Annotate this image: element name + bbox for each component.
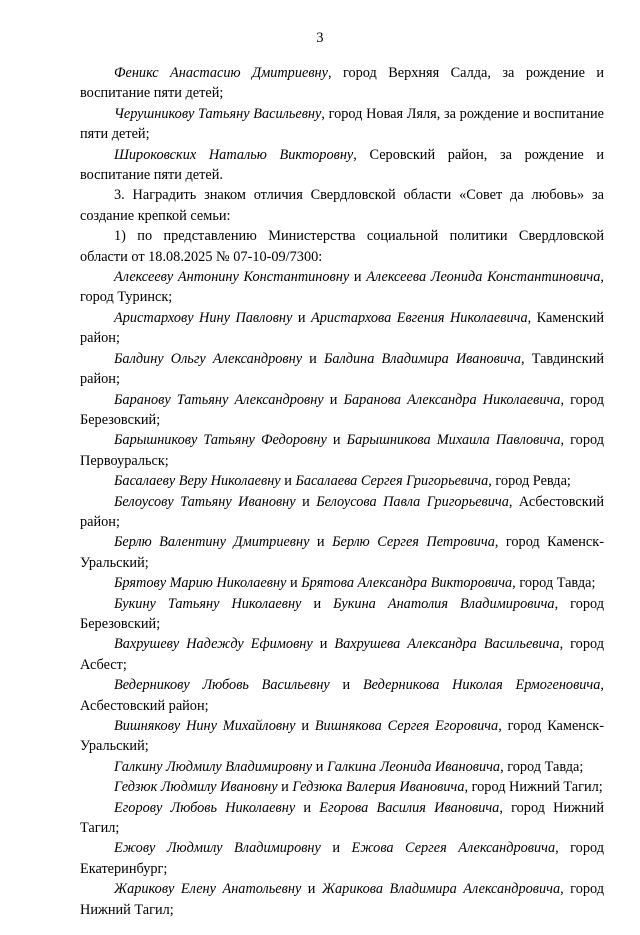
person-name-husband: Балдина Владимира Ивановича (323, 350, 522, 367)
conjunction: и (302, 350, 324, 367)
conjunction: и (292, 309, 311, 326)
conjunction: и (277, 779, 293, 796)
person-name-wife: Аристархову Нину Павловну (114, 309, 293, 326)
person-name-wife: Гедзюк Людмилу Ивановну (114, 779, 278, 796)
couple-entry (80, 471, 604, 491)
couple-entry (80, 716, 604, 757)
conjunction: и (295, 799, 320, 816)
person-name-husband: Ежова Сергея Александровича (351, 840, 556, 857)
person-name-wife: Баранову Татьяну Александровну (114, 391, 324, 408)
document-body (0, 63, 640, 920)
page-number: 3 (316, 30, 324, 46)
person-name: Широковских Наталью Викторовну (114, 146, 354, 163)
entry-location: , город Нижний Тагил; (80, 799, 604, 837)
couple-entry (80, 308, 604, 349)
person-name: Феникс Анастасию Дмитриевну (114, 65, 328, 81)
person-name-husband: Басалаева Сергея Григорьевича (295, 473, 489, 490)
conjunction: и (320, 840, 352, 857)
conjunction: и (301, 881, 322, 898)
couple-entry (80, 492, 604, 533)
entry-location: , город Березовский; (80, 595, 605, 632)
person-name-husband: Белоусова Павла Григорьевича (316, 493, 509, 510)
entry-location: , город Нижний Тагил; (80, 881, 605, 918)
couple-entry (80, 349, 604, 390)
person-name-wife: Белоусову Татьяну Ивановну (114, 493, 296, 510)
couple-entry (80, 798, 604, 839)
conjunction: и (312, 636, 335, 653)
conjunction: и (295, 718, 315, 734)
person-name-wife: Ежову Людмилу Владимировну (114, 840, 321, 857)
couple-entry (80, 838, 604, 879)
person-name-wife: Букину Татьяну Николаевну (114, 595, 302, 612)
person-name-wife: Вишнякову Нину Михайловну (114, 718, 296, 734)
couple-entry (80, 532, 604, 573)
entry-location: , город Тавда; (500, 758, 584, 775)
conjunction: и (309, 534, 333, 551)
paragraph-tail: , город Новая Ляля, за рождение и воспитание пяти детей; (80, 105, 604, 143)
paragraph-item-3: 3. Наградить знаком отличия Свердловской области «Совет да любовь» за создание крепкой семьи: (80, 187, 604, 224)
entry-location: , город Асбест; (80, 636, 604, 673)
entry-location: , город Екатеринбург; (80, 840, 604, 877)
conjunction: и (326, 432, 347, 449)
entry-location: , город Каменск-Уральский; (80, 534, 604, 571)
person-name-wife: Басалаеву Веру Николаевну (114, 473, 281, 490)
paragraph-subitem-1: 1) по представлению Министерства социальной политики Свердловской области от 18.08.2025 № 07-10-09/7300: (80, 228, 604, 265)
couple-entry (80, 675, 604, 716)
paragraph-2 (80, 104, 604, 145)
person-name-husband: Вахрушева Александра Васильевича (334, 636, 560, 653)
conjunction: и (349, 269, 367, 286)
paragraph-tail: , Серовский район, за рождение и воспитание пяти детей. (80, 146, 605, 184)
couple-entry (80, 777, 604, 797)
person-name-husband: Алексеева Леонида Константиновича (366, 269, 601, 286)
entry-location: , Тавдинский район; (80, 350, 604, 388)
person-name-wife: Барышникову Татьяну Федоровну (114, 432, 327, 449)
person-name-husband: Берлю Сергея Петровича (332, 534, 495, 551)
person-name-wife: Балдину Ольгу Александровну (114, 350, 303, 367)
person-name-husband: Вишнякова Сергея Егоровича (314, 718, 499, 734)
entry-location: , Асбестовский район; (80, 677, 604, 714)
conjunction: и (286, 575, 302, 592)
conjunction: и (312, 758, 327, 775)
person-name-husband: Галкина Леонида Ивановича (326, 758, 501, 775)
couple-entry (80, 594, 604, 635)
person-name-wife: Алексееву Антонину Константиновну (114, 269, 350, 286)
couple-entry (80, 573, 604, 593)
entry-location: , Асбестовский район; (80, 493, 604, 530)
person-name-husband: Баранова Александра Николаевича (343, 391, 561, 408)
conjunction: и (323, 391, 344, 408)
person-name-husband: Егорова Василия Ивановича (319, 799, 500, 816)
paragraph-3 (80, 145, 604, 186)
person-name-husband: Ведерникова Николая Ермогеновича (362, 677, 601, 694)
person-name: Черушникову Татьяну Васильевну (114, 105, 322, 122)
person-name-wife: Вахрушеву Надежду Ефимовну (114, 636, 313, 653)
conjunction: и (295, 493, 317, 510)
document-page (0, 30, 640, 935)
entry-location: , город Ревда; (488, 473, 571, 490)
couple-entry (80, 267, 604, 308)
entry-location: , город Нижний Тагил; (464, 779, 603, 796)
person-name-husband: Аристархова Евгения Николаевича (310, 309, 528, 326)
person-name-husband: Барышникова Михаила Павловича (346, 432, 561, 449)
person-name-husband: Брятова Александра Викторовича (301, 575, 513, 592)
conjunction: и (301, 595, 334, 612)
paragraph-1 (80, 63, 604, 104)
conjunction: и (280, 473, 296, 490)
person-name-wife: Егорову Любовь Николаевну (114, 799, 296, 816)
entry-location: , город Туринск; (80, 269, 604, 306)
couple-entry (80, 430, 604, 471)
entry-location: , город Каменск-Уральский; (80, 718, 604, 755)
person-name-husband: Гедзюка Валерия Ивановича (292, 779, 465, 796)
person-name-wife: Ведерникову Любовь Васильевну (114, 677, 330, 694)
couple-entry (80, 879, 604, 920)
person-name-wife: Берлю Валентину Дмитриевну (114, 534, 310, 551)
person-name-wife: Галкину Людмилу Владимировну (114, 758, 313, 775)
paragraph-tail: , город Верхняя Салда, за рождение и воспитание пяти детей; (80, 65, 604, 102)
entry-location: , город Тавда; (512, 575, 596, 592)
entry-location: , город Березовский; (80, 391, 604, 428)
couple-entry (80, 634, 604, 675)
person-name-husband: Букина Анатолия Владимировича (333, 595, 555, 612)
person-name-wife: Брятову Марию Николаевну (114, 575, 287, 592)
couple-entry (80, 757, 604, 777)
person-name-wife: Жарикову Елену Анатольевну (114, 881, 302, 898)
person-name-husband: Жарикова Владимира Александровича (321, 881, 561, 898)
couple-entry (80, 390, 604, 431)
conjunction: и (329, 677, 363, 694)
entry-location: , город Первоуральск; (80, 432, 604, 469)
entry-location: , Каменский район; (80, 309, 604, 347)
